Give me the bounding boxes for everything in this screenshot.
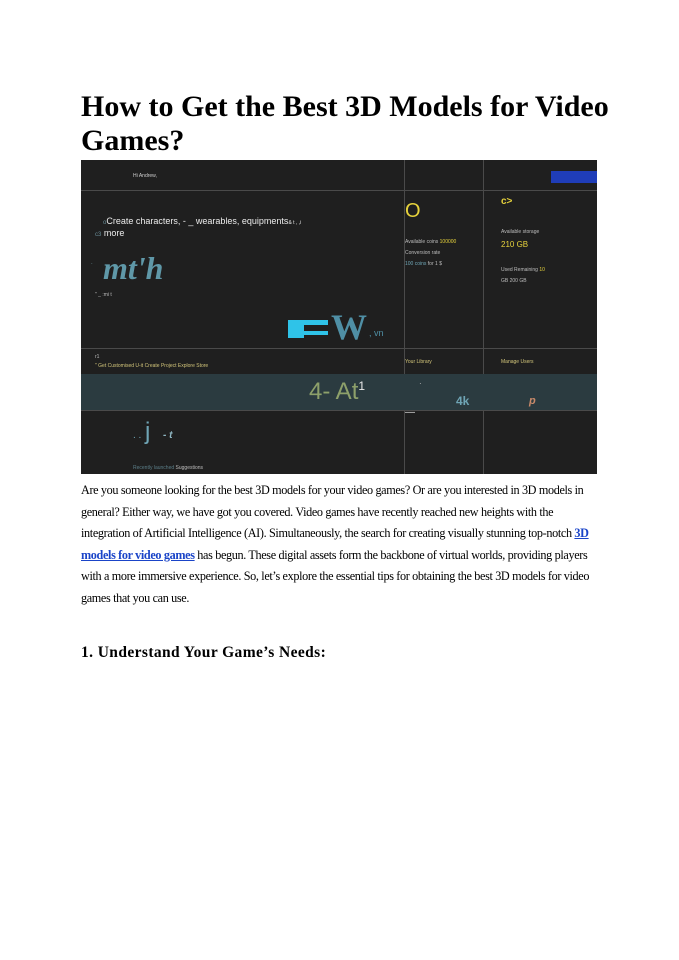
bottom-t: - t — [163, 430, 173, 441]
app-screenshot-image — [81, 160, 597, 474]
more-link[interactable]: c3 more — [95, 228, 125, 238]
top-right-button[interactable] — [551, 171, 597, 183]
page-title: How to Get the Best 3D Models for Video Games? — [81, 90, 609, 157]
create-tagline: oCreate characters, - _ wearables, equipments& t , ,i — [103, 216, 302, 226]
cyan-block-icon — [288, 320, 304, 338]
band-headline: 4- At$^1$ — [309, 378, 366, 405]
storage-value: 210 GB — [501, 240, 529, 249]
cyan-bar-icon — [304, 331, 328, 335]
nav-menu[interactable]: " Get Customised U-it Create Project Explore Store — [95, 363, 209, 369]
dash-mark: — — [405, 407, 415, 418]
bottom-prefix: . . — [133, 430, 142, 441]
divider — [81, 410, 597, 411]
paragraph-text: Are you someone looking for the best 3D models for your video games? Or are you interested in 3D models in general? Either way, we have got you covered. Video games have recently reached new heights with the integration of Artificial Intelligence (AI). Simultaneously, the search for creating visually stunning top-notch — [81, 483, 584, 540]
band-p: p — [529, 395, 536, 407]
conversion-label: Conversion rate — [405, 250, 441, 256]
logo-subtext: " _ :mi t — [95, 292, 112, 298]
paragraph-text: has begun. These digital assets form the backbone of virtual worlds, providing players with a more immersive experience. So, let’s explore the essential tips for obtaining the best 3D models for video games that you can use. — [81, 547, 590, 605]
intro-paragraph — [81, 480, 596, 609]
greeting-text: Hi Andrew, — [133, 173, 157, 179]
band-dot: · — [419, 379, 422, 388]
divider — [81, 348, 597, 349]
mid-logo-sub: , vn — [369, 328, 384, 338]
manage-users-link[interactable]: Manage Users — [501, 359, 534, 365]
divider — [483, 160, 484, 474]
arrow-icon: c> — [501, 196, 513, 207]
storage-label: Available storage — [501, 229, 540, 235]
logo-prefix: . — [91, 260, 93, 266]
used-remaining-total: GB 200 GB — [501, 278, 527, 284]
recently-launched[interactable]: Recently launched Suggestions — [133, 465, 204, 471]
nav-mark: r1 — [95, 354, 100, 360]
available-coins: Available coins 100000 — [405, 239, 457, 245]
your-library-link[interactable]: Your Library — [405, 359, 432, 365]
mid-logo: W — [331, 307, 367, 347]
used-remaining: Used Remaining 10 — [501, 267, 545, 273]
section-heading: 1. Understand Your Game’s Needs: — [81, 644, 327, 661]
cyan-bar-icon — [304, 320, 328, 325]
conversion-value: 100 coins for 1 $ — [405, 261, 442, 267]
models-link[interactable]: 3D models for video games — [81, 526, 589, 562]
divider — [81, 190, 597, 191]
bottom-j: j — [145, 418, 151, 445]
coin-icon: O — [405, 200, 421, 222]
brand-logo: mt'h — [103, 250, 164, 286]
band-4k: 4k — [456, 394, 470, 408]
